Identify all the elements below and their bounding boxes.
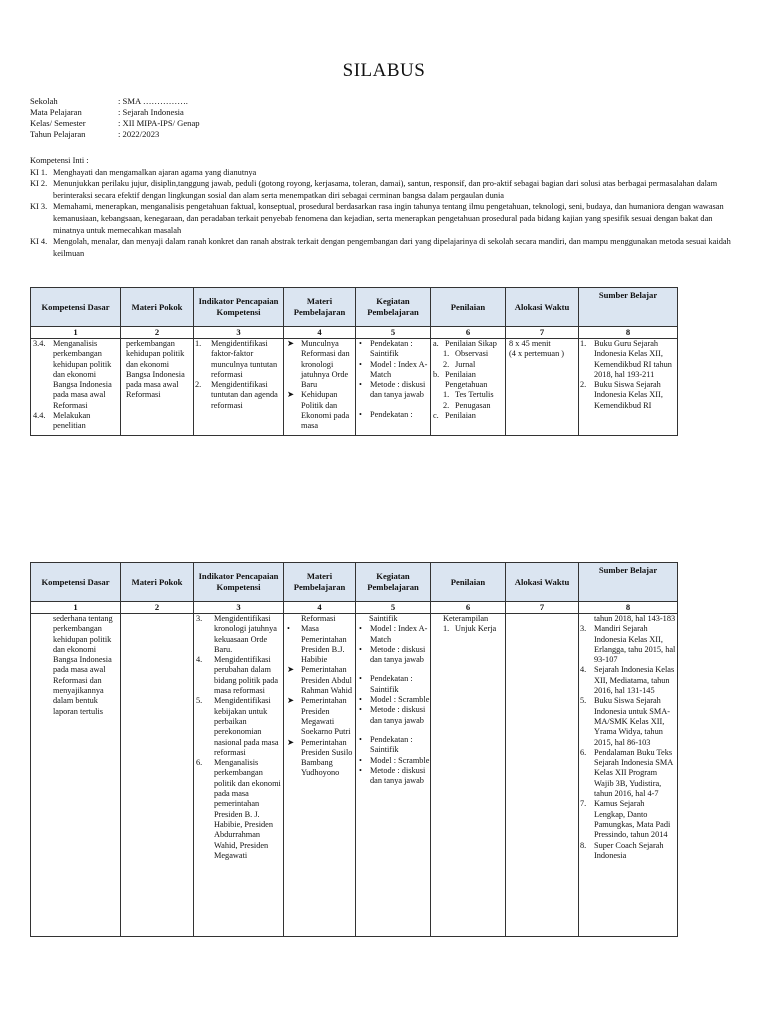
materi-item-marker: ➤ [287,737,294,747]
kegiatan-item-marker: • [359,624,362,634]
kompetensi-inti [30,155,742,259]
col-number: 8 [579,327,678,339]
indikator-item-marker: 2. [195,380,202,390]
info-label: Tahun Pelajaran [30,129,86,139]
kd-item-text: Menganalisis perkembangan kehidupan politik dan ekonomi Bangsa Indonesia pada masa awal Reformasi [53,339,112,410]
header-sumber: Sumber Belajar [579,563,678,602]
kegiatan-item-text: Metode : diskusi dan tanya jawab [370,765,426,786]
col-number: 7 [506,602,579,614]
kd-item [31,411,120,432]
kegiatan-item-marker: • [359,755,362,765]
kegiatan-item-marker: • [359,705,362,715]
table-row [31,614,678,937]
kegiatan-continued: Saintifik [369,614,398,623]
school-info [30,96,200,140]
table-header-row [31,288,678,327]
info-row [30,118,200,129]
kegiatan-item-marker: • [359,644,362,654]
cell-indikator [194,339,284,436]
penilaian-item [431,339,505,349]
col-number: 1 [31,327,121,339]
materi-item [284,390,355,431]
kegiatan-item-text: Model : Index A-Match [370,624,428,644]
kegiatan-item [356,735,430,756]
spacer [356,726,430,735]
ki-number: KI 1. [30,167,48,177]
sumber-item-marker: 2. [580,380,587,390]
info-row [30,129,200,140]
penilaian-item-sub-marker: 2. [443,359,450,369]
penilaian-item [431,370,505,391]
indikator-item [194,614,283,655]
indikator-item-marker: 1. [195,339,202,348]
document-title: SILABUS [342,60,426,81]
spacer [356,665,430,674]
sumber-item-marker: 8. [580,840,587,850]
col-number: 1 [31,602,121,614]
col-number: 7 [506,327,579,339]
col-number: 6 [431,327,506,339]
kegiatan-item-text: Pendekatan : Saintifik [370,734,413,755]
sumber-item-marker: 7. [580,799,587,809]
kd-continued-text: sederhana tentang perkembangan kehidupan politik dan ekonomi Bangsa Indonesia pada masa awal Reformasi dan menyajikannya dalam bentuk laporan tertulis [53,614,113,716]
kegiatan-item-marker: • [359,409,362,419]
indikator-item-text: Mengidentifikasi faktor-faktor munculnya tuntutan reformasi [211,339,278,379]
kegiatan-item-text: Pendekatan : Saintifik [370,339,413,359]
sumber-item-marker: 5. [580,696,587,706]
ki-text: Menghayati dan mengamalkan ajaran agama yang dianutnya [53,167,257,177]
kd-item-text: Melakukan penelitian [53,411,91,431]
table-row [31,339,678,436]
header-materi-pokok: Materi Pokok [121,563,194,602]
kegiatan-item-marker: • [359,359,362,369]
materi-item-marker: ➤ [287,696,294,706]
header-alokasi: Alokasi Waktu [506,288,579,327]
kegiatan-item-marker: • [359,339,362,348]
sumber-item [579,339,677,380]
col-number: 5 [356,602,431,614]
kegiatan-item-marker: • [359,765,362,775]
materi-item-text: Masa Pemerintahan Presiden B.J. Habibie [301,624,347,665]
header-penilaian: Penilaian [431,288,506,327]
indikator-item-text: Mengidentifikasi kronologi jatuhnya kekuasaan Orde Baru. [214,614,277,654]
penilaian-item-text: Penilaian [445,411,476,421]
kegiatan-item [356,380,430,401]
spacer [356,401,430,410]
kegiatan-item-marker: • [359,734,362,744]
kegiatan-item-text: Model : Scramble [370,695,430,705]
ki-text: Menunjukkan perilaku jujur, disiplin,tanggung jawab, peduli (gotong royong, kerjasama, toleran, damai), santun, responsif, dan pro-aktif sebagai bagian dari solusi atas berbagai permasalahan dalam berinteraksi secara efektif dengan lingkungan sosial dan alam serta menempatkan diri sebagai cerminan bangsa dalam pergaulan dunia [53,179,718,200]
ki-item [30,178,742,201]
materi-item [284,665,355,696]
cell-alokasi [506,614,579,937]
cell-materi [284,614,356,937]
materi-item-text: Pemerintahan Presiden Susilo Bambang Yudhoyono [301,737,353,778]
sumber-item-text: Super Coach Sejarah Indonesia [594,840,664,860]
ki-item [30,201,742,236]
materi-item-text: Pemerintahan Presiden Megawati Soekarno Putri [301,696,351,737]
kegiatan-item [356,360,430,381]
col-number: 4 [284,602,356,614]
column-number-row [31,602,678,614]
cell-penilaian [431,614,506,937]
col-number: 5 [356,327,431,339]
cell-sumber [579,614,678,937]
indikator-item-text: Mengidentifikasi kebijakan untuk perbaikan perekonomian nasional pada masa reformasi [214,696,279,757]
penilaian-item-marker: a. [433,339,439,348]
kegiatan-item [356,695,430,705]
materi-continued: Reformasi [301,614,336,623]
materi-item [284,339,355,390]
penilaian-item-marker: c. [433,411,439,421]
kegiatan-item-marker: • [359,695,362,705]
sumber-item [579,380,677,411]
cell-indikator [194,614,284,937]
cell-kegiatan [356,339,431,436]
penilaian-item [431,624,505,634]
cell-materi-pokok [121,614,194,937]
kegiatan-item-marker: • [359,380,362,390]
syllabus-table-2 [30,562,678,937]
info-value: : 2022/2023 [118,129,160,139]
cell-alokasi [506,339,579,436]
penilaian-item-marker: 1. [443,624,450,634]
col-number: 2 [121,602,194,614]
col-number: 3 [194,327,284,339]
sumber-item-marker: 4. [580,665,587,675]
penilaian-item-sub [431,360,505,370]
header-indikator: Indikator Pencapaian Kompetensi [194,288,284,327]
sumber-item-text: Buku Guru Sejarah Indonesia Kelas XII, Kemendikbud RI tahun 2018, hal 193-211 [594,339,672,379]
kegiatan-item-text: Metode : diskusi dan tanya jawab [370,705,426,725]
kegiatan-item-text: Metode : diskusi dan tanya jawab [370,644,426,665]
cell-materi-pokok [121,339,194,436]
ki-number: KI 2. [30,179,48,189]
cell-kd [31,339,121,436]
penilaian-item-sub-marker: 1. [443,349,450,359]
header-kegiatan: Kegiatan Pembelajaran [356,288,431,327]
kegiatan-item [356,705,430,726]
materi-item-text: Munculnya Reformasi dan kronologi jatuhnya Orde Baru [301,339,350,390]
kd-item [31,339,120,411]
indikator-item [194,655,283,696]
sumber-item-marker: 3. [580,624,587,634]
cell-kegiatan [356,614,431,937]
ki-number: KI 4. [30,237,48,247]
penilaian-item-text: Penilaian Sikap [445,339,497,348]
penilaian-item-sub-marker: 2. [443,400,450,410]
cell-penilaian [431,339,506,436]
sumber-item-text: Pendalaman Buku Teks Sejarah Indonesia SMA Kelas XII Program Wajib 3B, Yudistira, tahun 2016, hal 4-7 [594,747,673,799]
kegiatan-item [356,766,430,787]
info-label: Sekolah [30,96,58,106]
kegiatan-item-marker: • [359,674,362,684]
kd-item-marker: 3.4. [33,339,46,348]
info-value: : SMA ……………. [118,96,188,106]
penilaian-item-sub-text: Penugasan [455,400,491,410]
materi-item-text: Kehidupan Politik dan Ekonomi pada masa [301,390,350,431]
sumber-item-text: Kamus Sejarah Lengkap, Danto Pamungkas, Mata Padi Pressindo, tahun 2014 [594,799,671,840]
sumber-item [579,696,677,747]
col-number: 8 [579,602,678,614]
sumber-item [579,624,677,665]
materi-item-marker: ➤ [287,390,294,400]
materi-item [284,696,355,737]
kegiatan-item [356,645,430,666]
header-materi-pokok: Materi Pokok [121,288,194,327]
ki-text: Mengolah, menalar, dan menyaji dalam ranah konkret dan ranah abstrak terkait dengan pengembangan dari yang dipelajarinya di sekolah secara mandiri, dan mampu menggunakan metoda sesuai kaidah keilmuan [53,237,731,258]
sumber-item-text: Sejarah Indonesia Kelas XII, Mediatama, tahun 2016, hal 131-145 [594,665,675,696]
syllabus-table-1 [30,287,678,436]
kegiatan-item-text: Model : Scramble [370,755,430,765]
info-row [30,96,200,107]
cell-materi [284,339,356,436]
materi-item-text: Pemerintahan Presiden Abdul Rahman Wahid [301,665,353,696]
indikator-item-text: Mengidentifikasi perubahan dalam bidang politik pada masa reformasi [214,655,279,696]
materi-pokok-text: perkembangan kehidupan politik dan ekonomi Bangsa Indonesia pada masa awal Reformasi [126,339,185,400]
sumber-item-text: Buku Siswa Sejarah Indonesia untuk SMA-MA/SMK Kelas XII, Yrama Widya, tahun 2015, hal 86-103 [594,696,671,747]
materi-item-marker: ➤ [287,339,294,348]
header-kd: Kompetensi Dasar [31,563,121,602]
kegiatan-item [356,756,430,766]
materi-item-marker: • [287,624,290,634]
header-materi-pembelajaran: Materi Pembelajaran [284,563,356,602]
kegiatan-item [356,624,430,645]
kegiatan-item [356,339,430,360]
indikator-item-text: Mengidentifikasi tuntutan dan agenda reformasi [211,380,278,410]
info-label: Mata Pelajaran [30,107,82,117]
kegiatan-item-text: Model : Index A-Match [370,359,428,379]
sumber-item [579,665,677,696]
info-label: Kelas/ Semester [30,118,86,128]
indikator-item-marker: 5. [196,696,203,706]
penilaian-item-sub-text: Observasi [455,349,489,359]
indikator-item [194,758,283,861]
alokasi-text: 8 x 45 menit [509,339,551,348]
sumber-item [579,748,677,799]
penilaian-item-sub-text: Jurnal [455,359,476,369]
ki-item [30,167,742,179]
col-number: 3 [194,602,284,614]
indikator-item-marker: 3. [196,614,203,623]
kd-item-marker: 4.4. [33,411,46,421]
indikator-item [194,380,283,411]
materi-item [284,624,355,665]
header-sumber: Sumber Belajar [579,288,678,327]
kegiatan-item [356,674,430,695]
sumber-item-text: Mandiri Sejarah Indonesia Kelas XII, Erlangga, tahu 2015, hal 93-107 [594,624,676,665]
header-kegiatan: Kegiatan Pembelajaran [356,563,431,602]
ki-item [30,236,742,259]
info-value: : Sejarah Indonesia [118,107,184,117]
materi-item-marker: ➤ [287,665,294,675]
ki-text: Memahami, menerapkan, menganalisis pengetahuan faktual, konseptual, prosedural berdasarkan rasa ingin tahunya tentang ilmu pengetahuan, teknologi, seni, budaya, dan humaniora dengan wawasan kemanusiaan, kebangsaan, kenegaraan, dan peradaban terkait penyebab fenomena dan kejadian, serta menerapkan pengetahuan prosedural pada bidang kajian yang spesifik sesuai dengan bakat dan minatnya untuk memecahkan masalah [53,202,724,235]
ki-number: KI 3. [30,202,48,212]
kegiatan-item [356,410,430,420]
header-alokasi: Alokasi Waktu [506,563,579,602]
info-row [30,107,200,118]
penilaian-item-sub-marker: 1. [443,390,450,400]
kegiatan-item-text: Pendekatan : [370,409,413,419]
sumber-item [579,841,677,862]
indikator-item-marker: 6. [196,758,203,768]
col-number: 2 [121,327,194,339]
penilaian-item [431,411,505,421]
indikator-item [194,696,283,758]
penilaian-item-sub [431,349,505,359]
header-penilaian: Penilaian [431,563,506,602]
indikator-item-marker: 4. [196,655,203,665]
indikator-item [194,339,283,380]
table-header-row [31,563,678,602]
cell-kd [31,614,121,937]
header-materi-pembelajaran: Materi Pembelajaran [284,288,356,327]
sumber-continued: tahun 2018, hal 143-183 [594,614,676,623]
header-indikator: Indikator Pencapaian Kompetensi [194,563,284,602]
indikator-item-text: Menganalisis perkembangan politik dan ekonomi pada masa pemerintahan Presiden B. J. Habibie, Presiden Abdurrahman Wahid, Presiden Megawati [214,758,281,860]
penilaian-item-text: Penilaian Pengetahuan [445,369,488,390]
col-number: 6 [431,602,506,614]
col-number: 4 [284,327,356,339]
penilaian-item-sub [431,401,505,411]
penilaian-item-marker: b. [433,369,440,379]
alokasi-text: (4 x pertemuan ) [509,349,565,359]
sumber-item-marker: 1. [580,339,587,348]
sumber-item-marker: 6. [580,747,587,757]
penilaian-item-sub-text: Tes Tertulis [455,390,494,400]
column-number-row [31,327,678,339]
materi-item [284,738,355,779]
penilaian-item-text: Unjuk Kerja [455,624,497,634]
info-value: : XII MIPA-IPS/ Genap [118,118,200,128]
kegiatan-item-text: Metode : diskusi dan tanya jawab [370,380,426,400]
penilaian-continued: Keterampilan [443,614,489,623]
penilaian-item-sub [431,390,505,400]
ki-heading: Kompetensi Inti : [30,156,89,165]
sumber-item-text: Buku Siswa Sejarah Indonesia Kelas XII, Kemendikbud RI [594,380,663,410]
sumber-item [579,799,677,840]
header-kd: Kompetensi Dasar [31,288,121,327]
kegiatan-item-text: Pendekatan : Saintifik [370,674,413,694]
cell-sumber [579,339,678,436]
